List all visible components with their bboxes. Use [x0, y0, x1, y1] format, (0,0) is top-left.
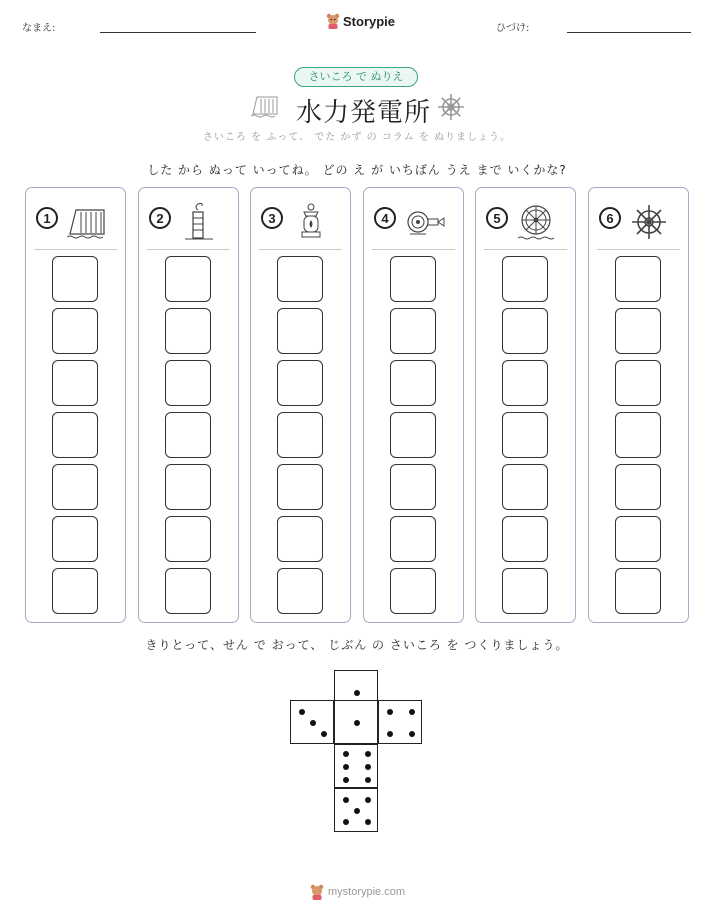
die-pip: [343, 777, 349, 783]
die-pip: [354, 720, 360, 726]
coloring-box[interactable]: [165, 516, 211, 562]
die-pip: [343, 819, 349, 825]
die-pip: [354, 690, 360, 696]
coloring-box[interactable]: [165, 464, 211, 510]
coloring-box[interactable]: [390, 516, 436, 562]
coloring-box[interactable]: [277, 308, 323, 354]
coloring-box[interactable]: [52, 412, 98, 458]
coloring-box[interactable]: [52, 568, 98, 614]
coloring-box[interactable]: [277, 360, 323, 406]
column-number: 5: [486, 207, 508, 229]
coloring-box[interactable]: [390, 568, 436, 614]
die-pip: [365, 797, 371, 803]
column-header: [374, 202, 458, 242]
die-face: [334, 700, 378, 744]
bear-icon: [310, 884, 324, 900]
column-number: 6: [599, 207, 621, 229]
lantern-icon: [289, 202, 333, 242]
coloring-box[interactable]: [390, 256, 436, 302]
column-divider: [259, 249, 342, 250]
subtitle: さいころ を ふって、 でた かず の コラム を ぬりましょう。: [202, 132, 512, 143]
coloring-box[interactable]: [52, 256, 98, 302]
coloring-box[interactable]: [615, 308, 661, 354]
coloring-box[interactable]: [52, 360, 98, 406]
cut-instruction: きりとって、せん で おって、 じぶん の さいころ を つくりましょう。: [145, 638, 569, 652]
die-face: [290, 700, 334, 744]
coloring-box[interactable]: [502, 516, 548, 562]
brand-logo: [326, 13, 395, 29]
title-badge: さいころ で ぬりえ: [294, 67, 418, 87]
column-divider: [484, 249, 567, 250]
coloring-box[interactable]: [165, 568, 211, 614]
name-line[interactable]: [100, 32, 256, 33]
coloring-box[interactable]: [165, 412, 211, 458]
footer-url[interactable]: mystorypie.com: [328, 886, 406, 898]
coloring-box[interactable]: [615, 568, 661, 614]
coloring-box[interactable]: [277, 568, 323, 614]
coloring-box[interactable]: [615, 412, 661, 458]
column-divider: [34, 249, 117, 250]
page-title: 水力発電所: [296, 98, 432, 128]
die-pip: [354, 808, 360, 814]
coloring-box[interactable]: [615, 516, 661, 562]
die-pip: [365, 751, 371, 757]
dice-column-6: [588, 187, 689, 623]
coloring-box[interactable]: [502, 568, 548, 614]
die-pip: [387, 731, 393, 737]
coloring-box[interactable]: [615, 256, 661, 302]
date-label: ひづけ:: [496, 23, 530, 34]
die-pip: [365, 777, 371, 783]
dice-column-2: [138, 187, 239, 623]
die-pip: [365, 764, 371, 770]
die-pip: [343, 751, 349, 757]
instruction-text: した から ぬって いってね。 どの え が いちばん うえ まで いくかな?: [147, 163, 567, 177]
dice-column-3: [250, 187, 351, 623]
dice-column-4: [363, 187, 464, 623]
coloring-box[interactable]: [502, 360, 548, 406]
die-pip: [387, 709, 393, 715]
footer: [310, 884, 405, 900]
coloring-box[interactable]: [615, 360, 661, 406]
die-pip: [409, 709, 415, 715]
ship-wheel-icon: [436, 92, 466, 122]
coloring-box[interactable]: [502, 308, 548, 354]
column-number: 4: [374, 207, 396, 229]
column-number: 3: [261, 207, 283, 229]
dice-net: [290, 670, 424, 836]
brand-name: Storypie: [343, 13, 396, 29]
coloring-box[interactable]: [502, 464, 548, 510]
dice-column-5: [475, 187, 576, 623]
die-pip: [409, 731, 415, 737]
coloring-box[interactable]: [615, 464, 661, 510]
die-face: [334, 744, 378, 788]
die-pip: [321, 731, 327, 737]
dam-icon: [64, 202, 108, 242]
column-header: [261, 202, 345, 242]
coloring-box[interactable]: [502, 412, 548, 458]
coloring-box[interactable]: [165, 308, 211, 354]
coloring-box[interactable]: [277, 464, 323, 510]
date-line[interactable]: [567, 32, 691, 33]
coloring-box[interactable]: [165, 360, 211, 406]
coloring-box[interactable]: [165, 256, 211, 302]
column-header: [149, 202, 233, 242]
coloring-box[interactable]: [277, 516, 323, 562]
column-divider: [372, 249, 455, 250]
die-pip: [365, 819, 371, 825]
coloring-box[interactable]: [52, 308, 98, 354]
column-header: [36, 202, 120, 242]
die-face: [334, 788, 378, 832]
coloring-box[interactable]: [390, 412, 436, 458]
column-number: 2: [149, 207, 171, 229]
ship-wheel-icon: [627, 202, 671, 242]
die-face: [378, 700, 422, 744]
coloring-box[interactable]: [277, 412, 323, 458]
coloring-box[interactable]: [390, 360, 436, 406]
die-pip: [310, 720, 316, 726]
coloring-box[interactable]: [52, 464, 98, 510]
column-number: 1: [36, 207, 58, 229]
coloring-box[interactable]: [52, 516, 98, 562]
turbine-icon: [402, 202, 446, 242]
coloring-box[interactable]: [390, 464, 436, 510]
coloring-box[interactable]: [390, 308, 436, 354]
name-label: なまえ:: [22, 23, 56, 34]
bear-icon: [326, 13, 340, 29]
column-divider: [147, 249, 230, 250]
die-pip: [299, 709, 305, 715]
die-pip: [343, 797, 349, 803]
die-pip: [343, 764, 349, 770]
dice-column-1: [25, 187, 126, 623]
coloring-box[interactable]: [277, 256, 323, 302]
coloring-box[interactable]: [502, 256, 548, 302]
waterwheel-icon: [514, 202, 558, 242]
column-header: [486, 202, 570, 242]
smokestack-icon: [177, 202, 221, 242]
column-divider: [597, 249, 680, 250]
column-header: [599, 202, 683, 242]
dam-icon: [250, 94, 280, 118]
